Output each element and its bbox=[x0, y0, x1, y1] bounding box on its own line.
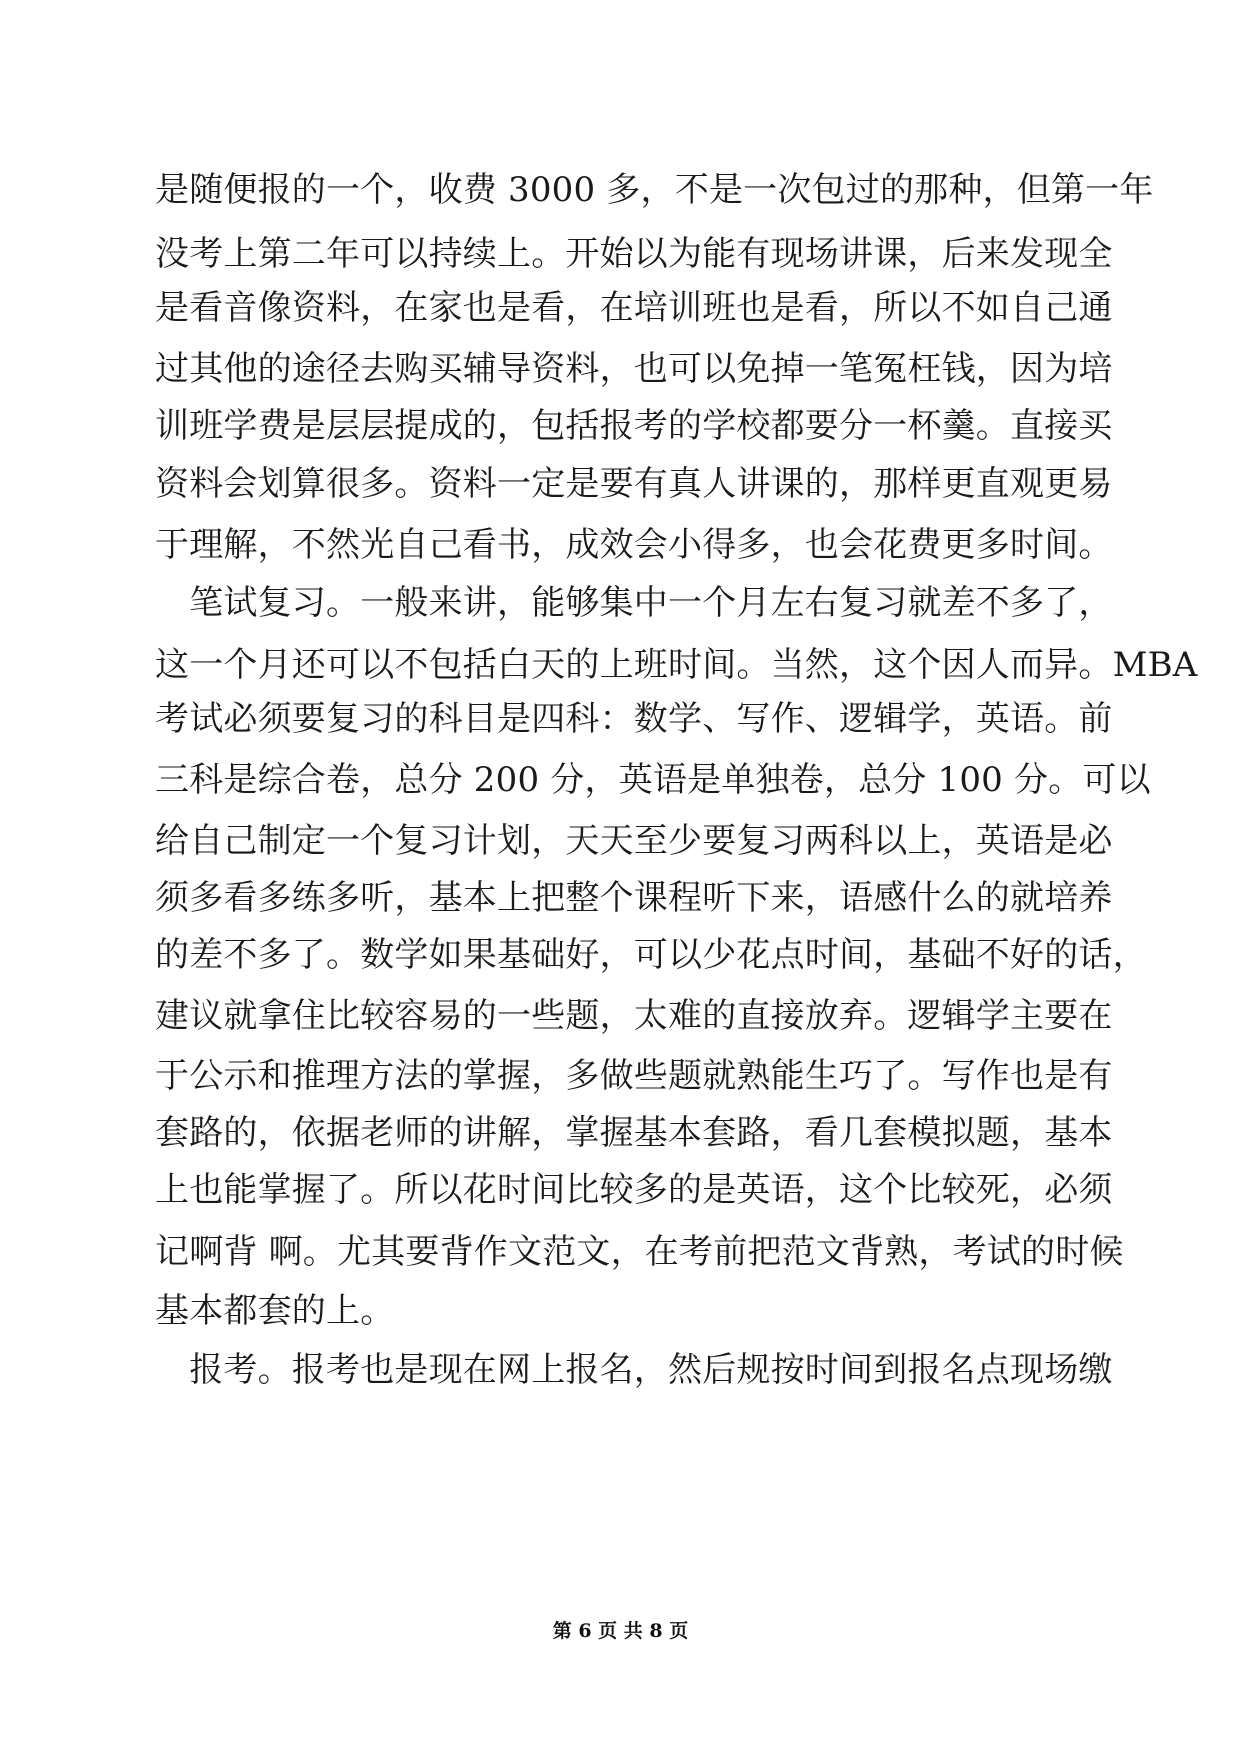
paragraph-line: 上也能掌握了。所以花时间比较多的是英语，这个比较死，必须 bbox=[155, 1170, 1113, 1210]
paragraph-line: 三科是综合卷，总分 200 分，英语是单独卷，总分 100 分。可以 bbox=[155, 760, 1151, 800]
paragraph-line: 考试必须要复习的科目是四科：数学、写作、逻辑学，英语。前 bbox=[155, 699, 1113, 739]
paragraph-line: 资料会划算很多。资料一定是要有真人讲课的，那样更直观更易 bbox=[155, 464, 1113, 504]
paragraph-line: 过其他的途径去购买辅导资料，也可以免掉一笔冤枉钱，因为培 bbox=[155, 349, 1113, 389]
paragraph-line: 是随便报的一个，收费 3000 多，不是一次包过的那种，但第一年 bbox=[155, 170, 1154, 210]
paragraph-line: 建议就拿住比较容易的一些题，太难的直接放弃。逻辑学主要在 bbox=[155, 996, 1113, 1036]
paragraph-line: 须多看多练多听，基本上把整个课程听下来，语感什么的就培养 bbox=[155, 878, 1113, 918]
paragraph-line: 训班学费是层层提成的，包括报考的学校都要分一杯羹。直接买 bbox=[155, 406, 1113, 446]
paragraph-line: 记啊背 啊。尤其要背作文范文，在考前把范文背熟，考试的时候 bbox=[155, 1232, 1124, 1272]
paragraph-line: 这一个月还可以不包括白天的上班时间。当然，这个因人而异。MBA bbox=[155, 645, 1198, 685]
paragraph-line: 笔试复习。一般来讲，能够集中一个月左右复习就差不多了， bbox=[155, 583, 1113, 623]
paragraph-line: 于理解，不然光自己看书，成效会小得多，也会花费更多时间。 bbox=[155, 525, 1113, 565]
paragraph-line: 给自己制定一个复习计划，天天至少要复习两科以上，英语是必 bbox=[155, 821, 1113, 861]
paragraph-line: 的差不多了。数学如果基础好，可以少花点时间，基础不好的话， bbox=[155, 935, 1147, 975]
paragraph-line: 基本都套的上。 bbox=[155, 1291, 395, 1331]
paragraph-line: 套路的，依据老师的讲解，掌握基本套路，看几套模拟题，基本 bbox=[155, 1113, 1113, 1153]
page-number-footer: 第 6 页 共 8 页 bbox=[552, 1620, 689, 1642]
paragraph-line: 报考。报考也是现在网上报名，然后规按时间到报名点现场缴 bbox=[155, 1350, 1113, 1390]
paragraph-line: 没考上第二年可以持续上。开始以为能有现场讲课，后来发现全 bbox=[155, 234, 1113, 274]
paragraph-line: 是看音像资料，在家也是看，在培训班也是看，所以不如自己通 bbox=[155, 288, 1113, 328]
paragraph-line: 于公示和推理方法的掌握，多做些题就熟能生巧了。写作也是有 bbox=[155, 1056, 1113, 1096]
